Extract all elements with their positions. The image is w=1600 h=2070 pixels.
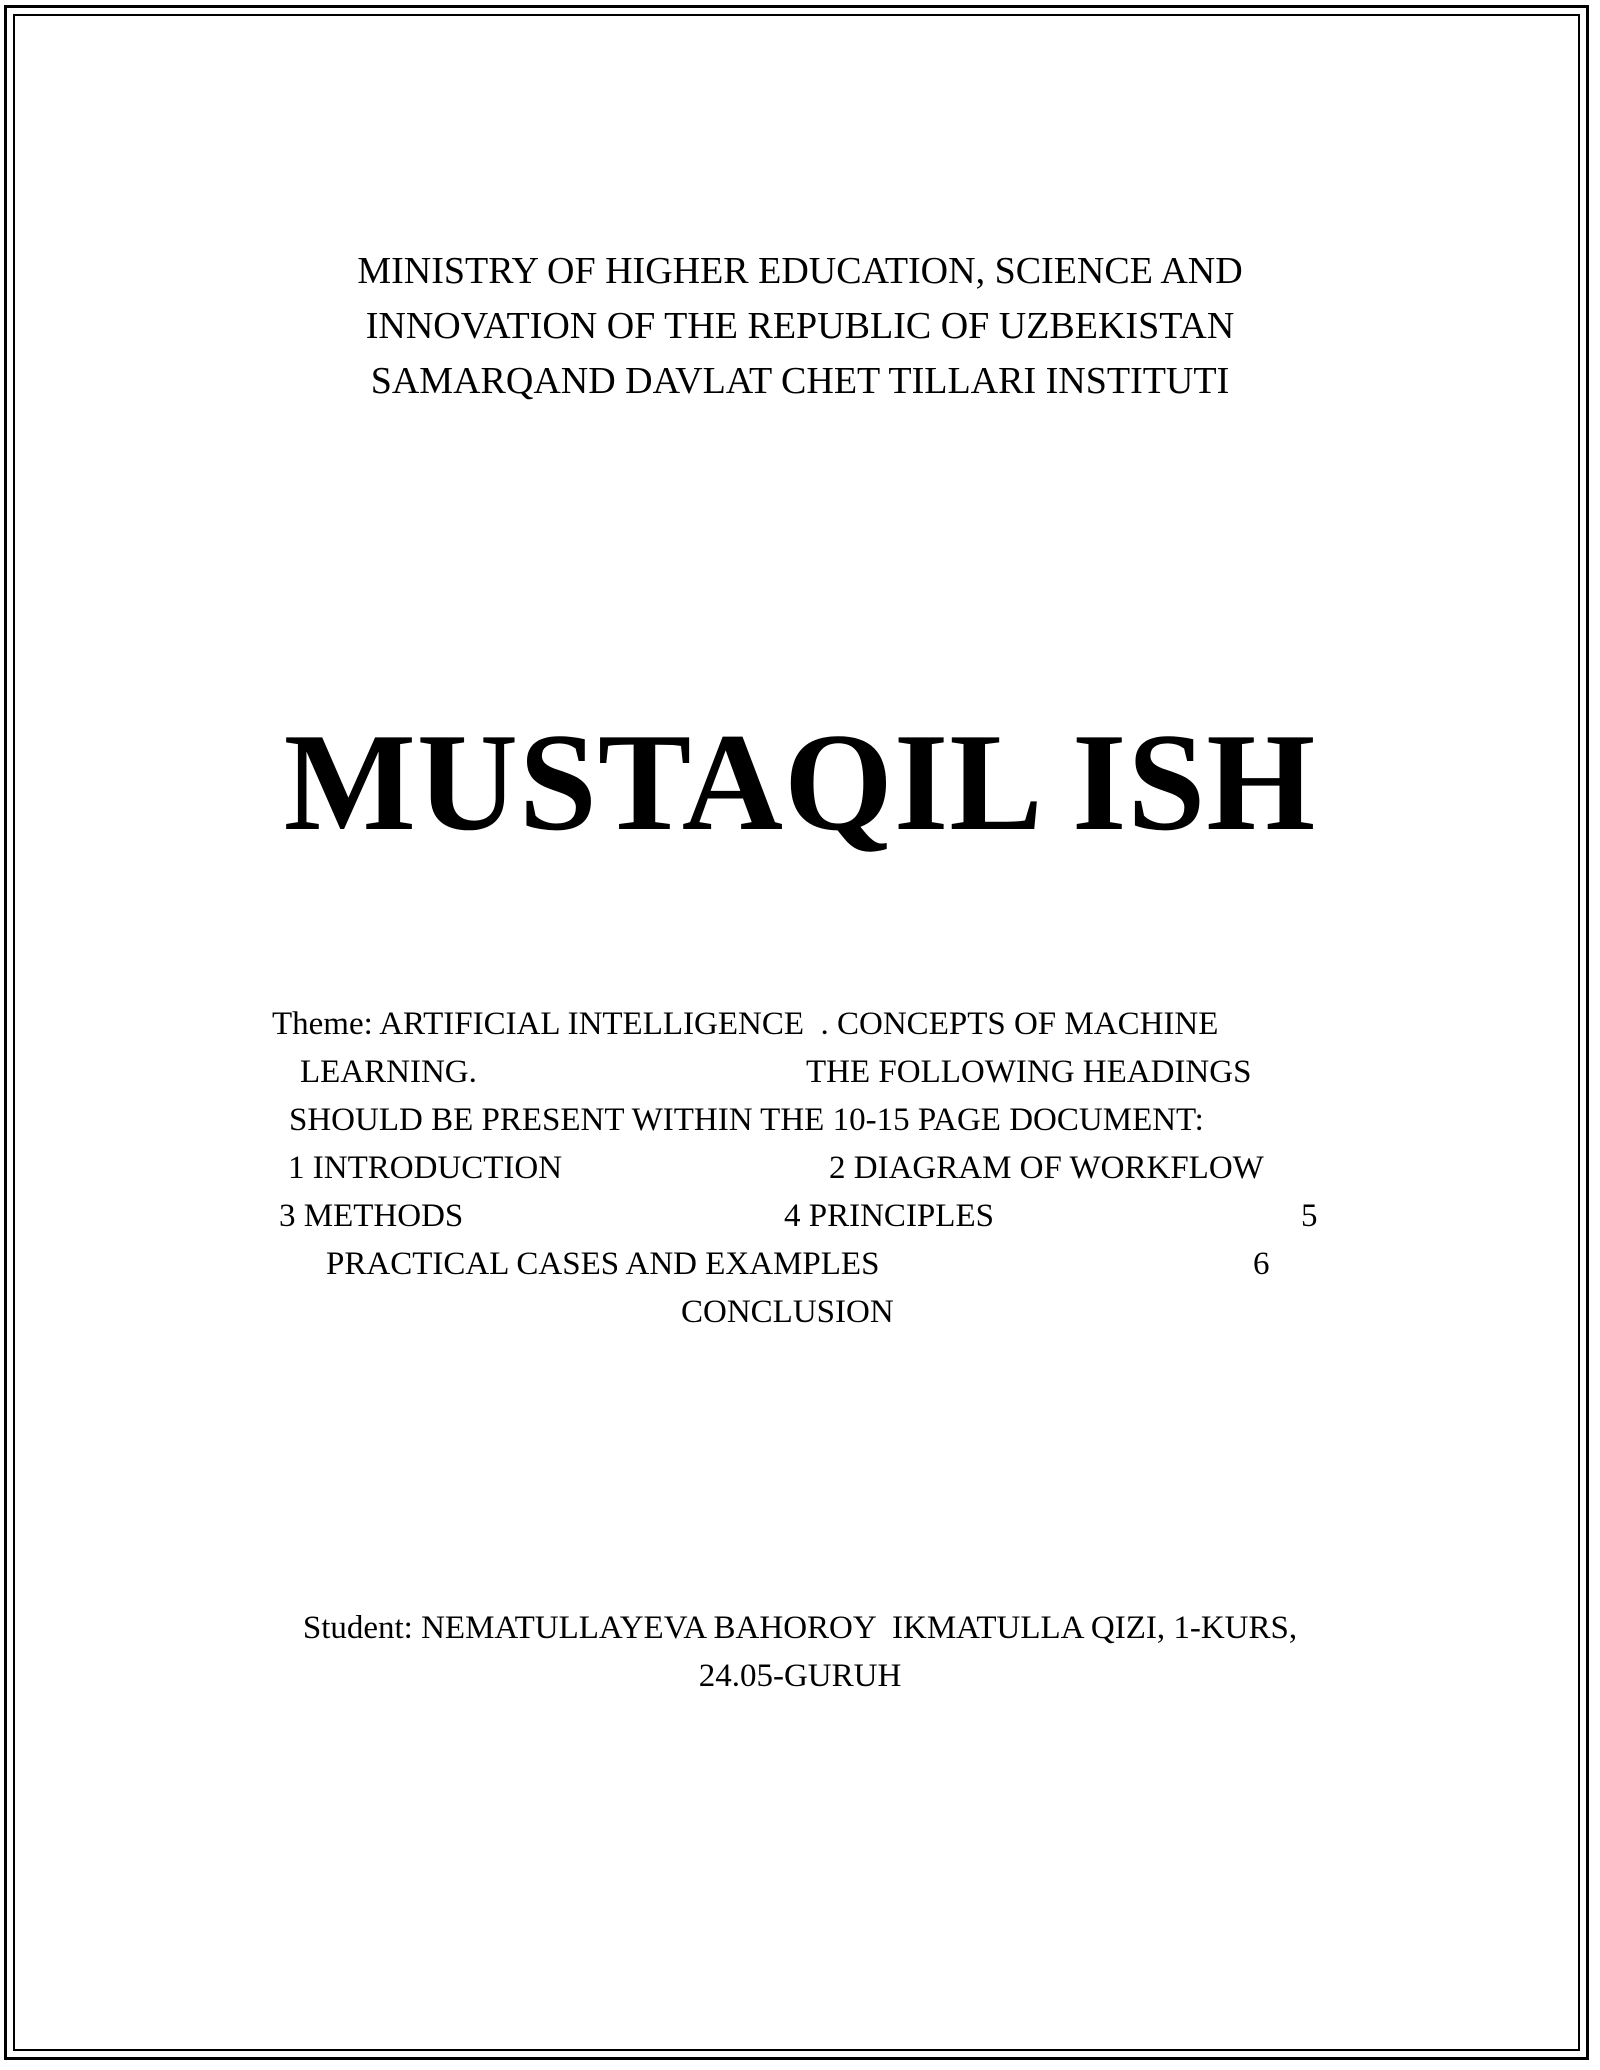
student-line-2: 24.05-GURUH [698, 1658, 902, 1694]
heading-principles: 4 PRINCIPLES [784, 1198, 994, 1234]
theme-line-1: Theme: ARTIFICIAL INTELLIGENCE . CONCEPTS OF MACHINE [272, 1006, 1219, 1042]
header-line-1: MINISTRY OF HIGHER EDUCATION, SCIENCE AND [357, 250, 1243, 292]
institution-header [0, 244, 1600, 409]
heading-practical-cases: PRACTICAL CASES AND EXAMPLES [326, 1246, 880, 1282]
heading-diagram-of-workflow: 2 DIAGRAM OF WORKFLOW [829, 1150, 1264, 1186]
heading-6-number: 6 [1253, 1246, 1270, 1282]
heading-5-number: 5 [1301, 1198, 1318, 1234]
theme-line-2-right: THE FOLLOWING HEADINGS [806, 1054, 1252, 1090]
document-title: MUSTAQIL ISH [283, 705, 1317, 860]
heading-conclusion: CONCLUSION [681, 1294, 894, 1330]
heading-methods: 3 METHODS [279, 1198, 464, 1234]
theme-line-2-left: LEARNING. [300, 1054, 477, 1090]
heading-introduction: 1 INTRODUCTION [288, 1150, 563, 1186]
header-line-3: SAMARQAND DAVLAT CHET TILLARI INSTITUTI [370, 360, 1230, 402]
student-line-1: Student: NEMATULLAYEVA BAHOROY IKMATULLA QIZI, 1-KURS, [302, 1610, 1298, 1646]
student-info [0, 1604, 1600, 1700]
theme-line-3: SHOULD BE PRESENT WITHIN THE 10-15 PAGE DOCUMENT: [289, 1102, 1204, 1138]
header-line-2: INNOVATION OF THE REPUBLIC OF UZBEKISTAN [365, 305, 1235, 347]
